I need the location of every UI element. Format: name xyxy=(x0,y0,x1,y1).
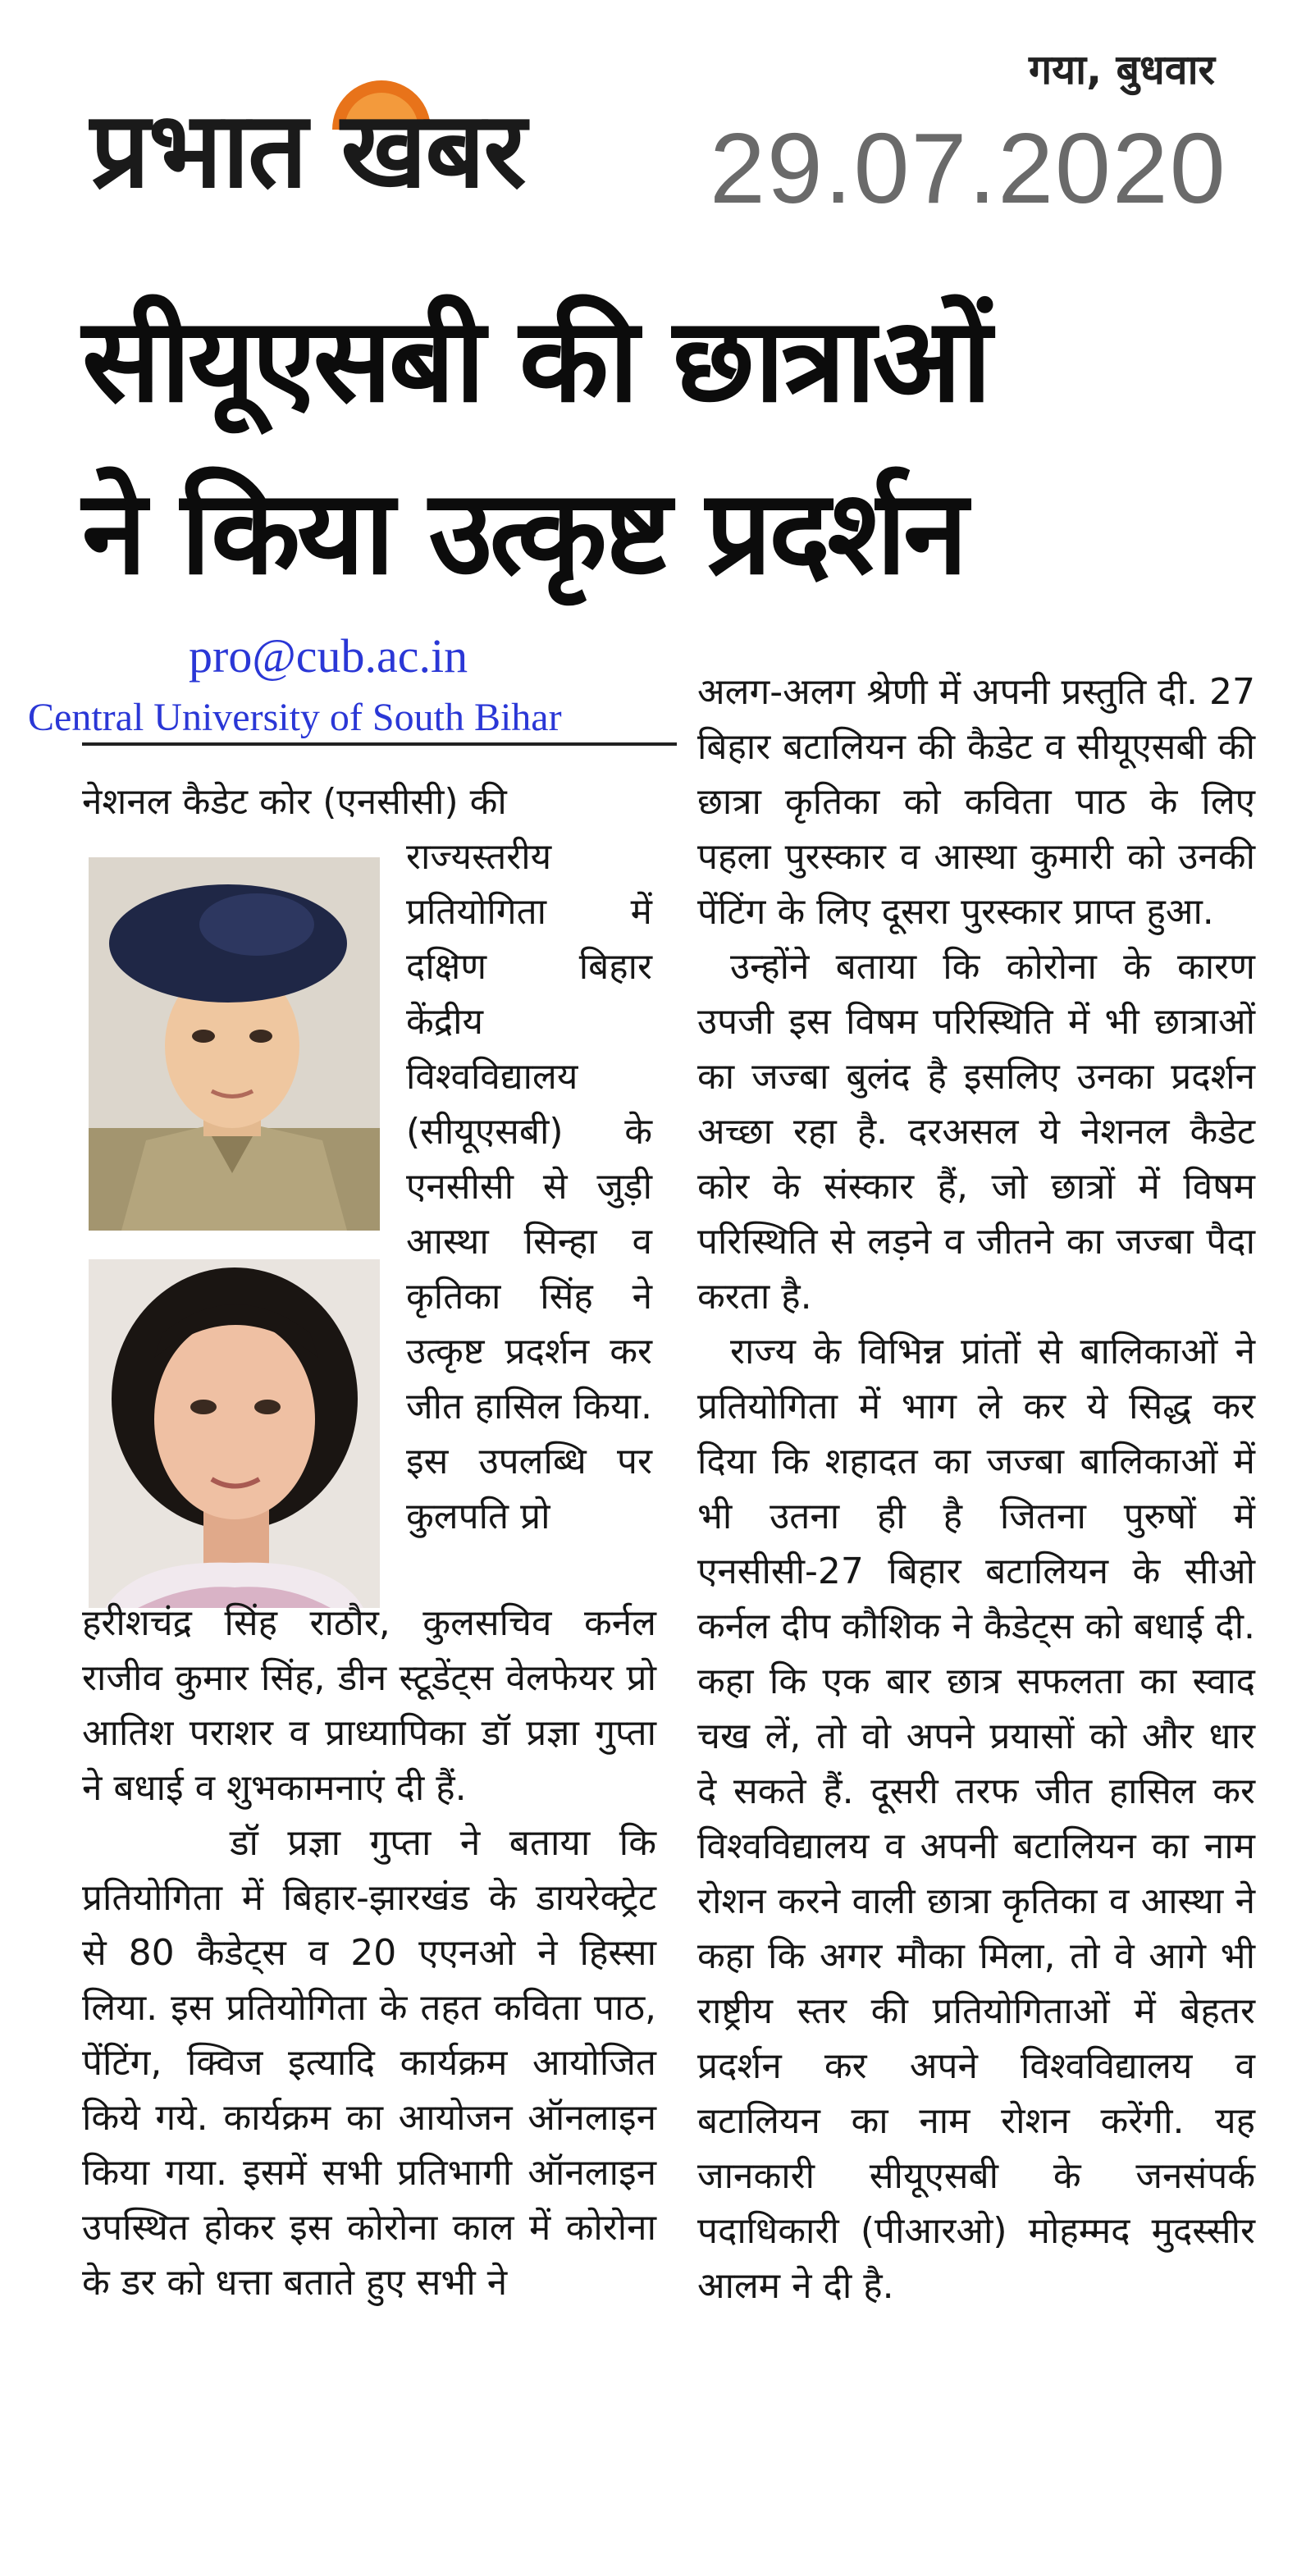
article-paragraph: अलग-अलग श्रेणी में अपनी प्रस्तुति दी. 27 बिहार बटालियन की कैडेट व सीयूएसबी की छात्रा कृतिका को कविता पाठ के लिए पहला पुरस्कार व आस्था कुमारी को उनकी पेंटिंग के लिए दूसरा पुरस्कार प्राप्त हुआ. xyxy=(697,671,1255,933)
article-left-wide-column xyxy=(82,1596,656,2310)
dateline-city-day: गया, बुधवार xyxy=(1028,46,1215,94)
column-divider-rule xyxy=(82,742,677,746)
headline-line-1: सीयूएसबी की छात्राओं xyxy=(82,293,989,428)
cadet-photo-portrait xyxy=(89,1259,380,1608)
article-paragraph: उन्होंने बताया कि कोरोना के कारण उपजी इस विषम परिस्थिति में भी छात्राओं का जज्बा बुलंद है इसलिए उनका प्रदर्शन अच्छा रहा है. दरअसल ये नेशनल कैडेट कोर के संस्कार हैं, जो छात्रों में विषम परिस्थिति से लड़ने व जीतने का जज्बा पैदा करता है. xyxy=(697,946,1255,1318)
newspaper-logo: प्रभात खबर xyxy=(90,89,525,212)
article-paragraph: राज्यस्तरीय प्रतियोगिता में दक्षिण बिहार केंद्रीय विश्वविद्यालय (सीयूएसबी) के एनसीसी से जुड़ी आस्था सिन्हा व कृतिका सिंह ने उत्कृष्ट प्रदर्शन कर जीत हासिल किया. इस उपलब्धि पर कुलपति प्रो xyxy=(406,836,652,1537)
cadet-photo-uniform xyxy=(89,857,380,1231)
masthead xyxy=(0,0,1297,246)
article-paragraph: राज्य के विभिन्न प्रांतों से बालिकाओं ने प्रतियोगिता में भाग ले कर ये सिद्ध कर दिया कि शहादत का जज्बा बालिकाओं में भी उतना ही है जितना पुरुषों में एनसीसी-27 बिहार बटालियन के सीओ कर्नल दीप कौशिक ने कैडेट्स को बधाई दी. कहा कि एक बार छात्र सफलता का स्वाद चख लें, तो वो अपने प्रयासों को और धार दे सकते हैं. दूसरी तरफ जीत हासिल कर विश्वविद्यालय व अपनी बटालियन का नाम रोशन करने वाली छात्रा कृतिका व आस्था ने कहा कि अगर मौका मिला, तो वे आगे भी राष्ट्रीय स्तर की प्रतियोगिताओं में बेहतर प्रदर्शन कर अपने विश्वविद्यालय व बटालियन का नाम रोशन करेंगी. यह जानकारी सीयूएसबी के जनसंपर्क पदाधिकारी (पीआरओ) मोहम्मद मुदस्सीर आलम ने दी है. xyxy=(697,1331,1255,2307)
headline-line-2: ने किया उत्कृष्ट प्रदर्शन xyxy=(82,465,965,601)
stamp-email: pro@cub.ac.in xyxy=(189,629,468,683)
stamp-organization: Central University of South Bihar xyxy=(28,696,562,739)
article-paragraph: डॉ प्रज्ञा गुप्ता ने बताया कि प्रतियोगिता में बिहार-झारखंड के डायरेक्ट्रेट से 80 कैडेट्स व 20 एएनओ ने हिस्सा लिया. इस प्रतियोगिता के तहत कविता पाठ, पेंटिंग, क्विज इत्यादि कार्यक्रम आयोजित किये गये. कार्यक्रम का आयोजन ऑनलाइन किया गया. इसमें सभी प्रतिभागी ऑनलाइन उपस्थित होकर इस कोरोना काल में कोरोना के डर को धत्ता बताते हुए सभी ने xyxy=(82,1822,656,2304)
article-intro-line: नेशनल कैडेट कोर (एनसीसी) की xyxy=(82,781,507,823)
dateline-date: 29.07.2020 xyxy=(710,112,1227,224)
article-right-column xyxy=(697,665,1255,2313)
article-paragraph: हरीशचंद्र सिंह राठौर, कुलसचिव कर्नल राजीव कुमार सिंह, डीन स्टूडेंट्स वेलफेयर प्रो आतिश पराशर व प्राध्यापिका डॉ प्रज्ञा गुप्ता ने बधाई व शुभकामनाएं दी हैं. xyxy=(82,1602,656,1809)
article-left-narrow-column xyxy=(406,829,652,1544)
